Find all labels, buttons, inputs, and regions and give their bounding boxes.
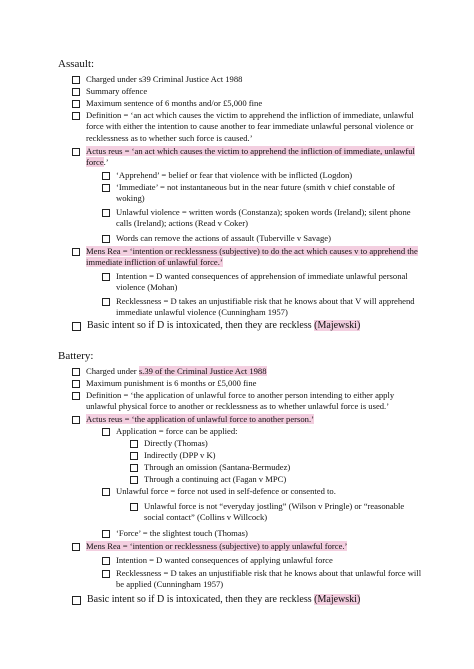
list-item: [72, 541, 420, 552]
highlighted-text: s.39 of the Criminal Justice Act 1988: [138, 366, 267, 376]
checkbox-icon[interactable]: [72, 76, 80, 84]
list-item: Intention = D wanted consequences of applying unlawful force: [102, 555, 422, 566]
list-item: Definition = ‘an act which causes the victim to apprehend the infliction of immediate, unlawful force with either the intention to cause another to fear immediate unlawful personal violence or recklessness as to whether such force is caused.’: [72, 110, 420, 144]
battery-heading: Battery:: [58, 350, 94, 362]
list-item: Recklessness = D takes an unjustifiable risk that he knows about that V will apprehend immediate unlawful violence (Cunningham 1957): [102, 296, 422, 319]
list-item: Indirectly (DPP v K): [130, 450, 420, 461]
checkbox-icon[interactable]: [130, 452, 138, 460]
highlighted-text: (Majewski): [314, 320, 361, 331]
assault-heading: Assault:: [58, 58, 95, 70]
checkbox-icon[interactable]: [72, 368, 80, 376]
checkbox-icon[interactable]: [72, 100, 80, 108]
checkbox-icon[interactable]: [102, 488, 110, 496]
list-item: [72, 246, 420, 269]
checkbox-icon[interactable]: [102, 298, 110, 306]
list-item: Actus reus = ‘an act which causes the victim to apprehend the infliction of immediate, unlawful force.’: [72, 146, 420, 169]
list-item: Unlawful force = force not used in self-defence or consented to.: [102, 486, 422, 497]
list-item: Through a continuing act (Fagan v MPC): [130, 474, 420, 485]
list-item: Charged under s.39 of the Criminal Justice Act 1988: [72, 366, 402, 377]
checkbox-icon[interactable]: [72, 112, 80, 120]
checkbox-icon[interactable]: [102, 557, 110, 565]
list-item: Unlawful violence = written words (Constanza); spoken words (Ireland); silent phone calls (Ireland); actions (Read v Coker): [102, 207, 422, 230]
checkbox-icon[interactable]: [72, 596, 81, 605]
highlighted-text: Actus reus = ‘the application of unlawful force to another person.’: [86, 414, 314, 424]
highlighted-text: Actus reus = ‘an act which causes the victim to apprehend the infliction of immediate, unlawful force: [86, 146, 415, 168]
checkbox-icon[interactable]: [102, 235, 110, 243]
list-item: Maximum punishment is 6 months or £5,000 fine: [72, 378, 402, 389]
list-item: Summary offence: [72, 86, 402, 97]
checkbox-icon[interactable]: [102, 273, 110, 281]
checkbox-icon[interactable]: [72, 88, 80, 96]
list-item: Through an omission (Santana-Bermudez): [130, 462, 420, 473]
checkbox-icon[interactable]: [130, 476, 138, 484]
checkbox-icon[interactable]: [72, 380, 80, 388]
list-item: Basic intent so if D is intoxicated, then they are reckless (Majewski): [72, 320, 432, 332]
list-item: ‘Immediate’ = not instantaneous but in the near future (smith v chief constable of woking): [102, 182, 422, 205]
checkbox-icon[interactable]: [72, 322, 81, 331]
checkbox-icon[interactable]: [72, 248, 80, 256]
list-item: Basic intent so if D is intoxicated, then they are reckless (Majewski): [72, 594, 432, 606]
checkbox-icon[interactable]: [102, 184, 110, 192]
list-item: Directly (Thomas): [130, 438, 420, 449]
list-item: Recklessness = D takes an unjustifiable risk that he knows about that unlawful force will be applied (Cunningham 1957): [102, 568, 422, 591]
highlighted-text: Mens Rea = ‘intention or recklessness (subjective) to do the act which causes v to apprehend the immediate infliction of unlawful force.’: [86, 246, 418, 268]
list-item: Unlawful force is not “everyday jostling” (Wilson v Pringle) or “reasonable social contact” (Collins v Willcock): [130, 501, 422, 524]
list-item: ‘Force’ = the slightest touch (Thomas): [102, 528, 422, 539]
checkbox-icon[interactable]: [72, 416, 80, 424]
checkbox-icon[interactable]: [130, 503, 138, 511]
checkbox-icon[interactable]: [102, 530, 110, 538]
checkbox-icon[interactable]: [102, 209, 110, 217]
checkbox-icon[interactable]: [130, 440, 138, 448]
checkbox-icon[interactable]: [72, 392, 80, 400]
list-item: Application = force can be applied:: [102, 426, 422, 437]
list-item: ‘Apprehend’ = belief or fear that violence with be inflicted (Logdon): [102, 170, 422, 181]
list-item: Charged under s39 Criminal Justice Act 1988: [72, 74, 402, 85]
checkbox-icon[interactable]: [72, 148, 80, 156]
checkbox-icon[interactable]: [130, 464, 138, 472]
checkbox-icon[interactable]: [72, 543, 80, 551]
list-item: [72, 414, 420, 425]
list-item: Maximum sentence of 6 months and/or £5,000 fine: [72, 98, 402, 109]
highlighted-text: (Majewski): [314, 594, 361, 605]
list-item: Intention = D wanted consequences of apprehension of immediate unlawful personal violence (Mohan): [102, 271, 422, 294]
list-item: Words can remove the actions of assault (Tuberville v Savage): [102, 233, 422, 244]
highlighted-text: Mens Rea = ‘intention or recklessness (subjective) to apply unlawful force.’: [86, 541, 348, 551]
checkbox-icon[interactable]: [102, 570, 110, 578]
checkbox-icon[interactable]: [102, 428, 110, 436]
checkbox-icon[interactable]: [102, 172, 110, 180]
list-item: Definition = ‘the application of unlawful force to another person intending to either apply unlawful physical force to another or recklessness as to whether unlawful force is used.’: [72, 390, 420, 413]
